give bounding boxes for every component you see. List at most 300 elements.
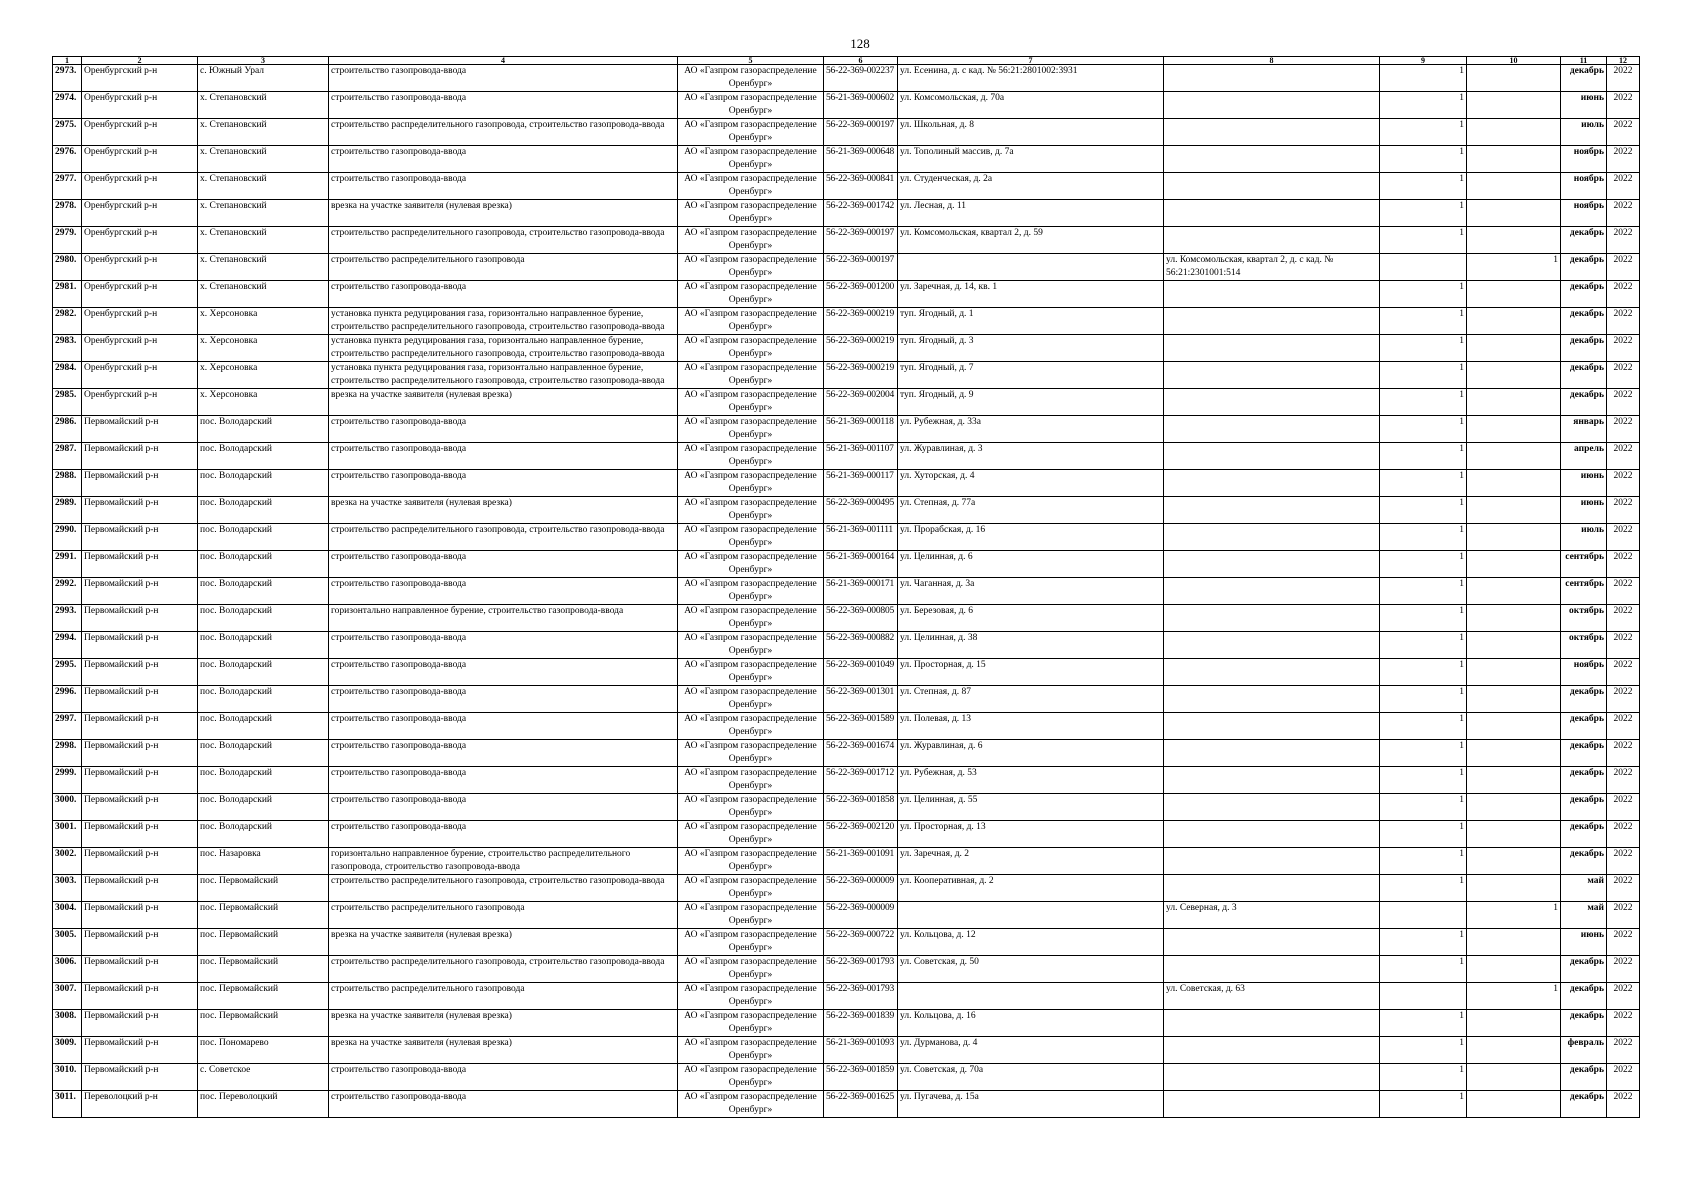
table-row (53, 335, 1640, 362)
year-cell: 2022 (1607, 173, 1640, 200)
address-cell: ул. Школьная, д. 8 (898, 119, 1164, 146)
table-row (53, 848, 1640, 875)
district-cell: Первомайский р-н (82, 713, 198, 740)
year-cell: 2022 (1607, 524, 1640, 551)
count-alt-cell (1467, 875, 1561, 902)
count-cell: 1 (1380, 389, 1467, 416)
locality-cell: х. Херсоновка (198, 362, 329, 389)
year-cell: 2022 (1607, 308, 1640, 335)
month-cell: ноябрь (1561, 659, 1607, 686)
row-number: 2999. (53, 767, 82, 794)
district-cell: Первомайский р-н (82, 578, 198, 605)
district-cell: Оренбургский р-н (82, 335, 198, 362)
column-header: 2 (82, 57, 198, 65)
district-cell: Оренбургский р-н (82, 281, 198, 308)
count-alt-cell (1467, 1064, 1561, 1091)
table-row (53, 956, 1640, 983)
organization-cell: АО «Газпром газораспределение Оренбург» (678, 578, 824, 605)
address-cell: ул. Целинная, д. 38 (898, 632, 1164, 659)
organization-cell: АО «Газпром газораспределение Оренбург» (678, 524, 824, 551)
locality-cell: пос. Володарский (198, 713, 329, 740)
count-cell: 1 (1380, 632, 1467, 659)
count-alt-cell (1467, 470, 1561, 497)
count-cell: 1 (1380, 929, 1467, 956)
count-alt-cell (1467, 173, 1561, 200)
year-cell: 2022 (1607, 605, 1640, 632)
row-number: 3000. (53, 794, 82, 821)
work-type-cell: врезка на участке заявителя (нулевая врезка) (329, 1037, 678, 1064)
address-cell: ул. Рубежная, д. 53 (898, 767, 1164, 794)
year-cell: 2022 (1607, 119, 1640, 146)
request-code-cell: 56-21-369-000648 (824, 146, 898, 173)
locality-cell: х. Степановский (198, 119, 329, 146)
count-alt-cell (1467, 956, 1561, 983)
locality-cell: пос. Володарский (198, 416, 329, 443)
month-cell: декабрь (1561, 362, 1607, 389)
address-alt-cell (1164, 1064, 1380, 1091)
row-number: 2974. (53, 92, 82, 119)
count-cell (1380, 983, 1467, 1010)
address-cell: ул. Полевая, д. 13 (898, 713, 1164, 740)
request-code-cell: 56-22-369-001049 (824, 659, 898, 686)
work-type-cell: строительство распределительного газопровода (329, 254, 678, 281)
count-alt-cell (1467, 1091, 1561, 1118)
work-type-cell: строительство газопровода-ввода (329, 794, 678, 821)
month-cell: декабрь (1561, 956, 1607, 983)
count-alt-cell (1467, 119, 1561, 146)
row-number: 3007. (53, 983, 82, 1010)
address-alt-cell (1164, 713, 1380, 740)
district-cell: Первомайский р-н (82, 821, 198, 848)
work-type-cell: строительство газопровода-ввода (329, 821, 678, 848)
year-cell: 2022 (1607, 443, 1640, 470)
organization-cell: АО «Газпром газораспределение Оренбург» (678, 767, 824, 794)
row-number: 2979. (53, 227, 82, 254)
count-cell: 1 (1380, 227, 1467, 254)
locality-cell: х. Степановский (198, 281, 329, 308)
locality-cell: пос. Володарский (198, 794, 329, 821)
year-cell: 2022 (1607, 632, 1640, 659)
page-number: 128 (850, 36, 870, 51)
address-cell: ул. Рубежная, д. 33а (898, 416, 1164, 443)
district-cell: Оренбургский р-н (82, 65, 198, 92)
organization-cell: АО «Газпром газораспределение Оренбург» (678, 416, 824, 443)
row-number: 3003. (53, 875, 82, 902)
table-row (53, 524, 1640, 551)
count-cell: 1 (1380, 848, 1467, 875)
address-alt-cell (1164, 362, 1380, 389)
count-cell: 1 (1380, 173, 1467, 200)
address-cell: ул. Советская, д. 50 (898, 956, 1164, 983)
count-alt-cell (1467, 227, 1561, 254)
table-row (53, 389, 1640, 416)
count-alt-cell (1467, 443, 1561, 470)
address-cell: ул. Просторная, д. 13 (898, 821, 1164, 848)
work-type-cell: строительство газопровода-ввода (329, 1091, 678, 1118)
work-type-cell: строительство распределительного газопровода (329, 983, 678, 1010)
address-alt-cell (1164, 956, 1380, 983)
work-type-cell: строительство газопровода-ввода (329, 416, 678, 443)
table-row (53, 92, 1640, 119)
row-number: 2976. (53, 146, 82, 173)
address-alt-cell (1164, 632, 1380, 659)
work-type-cell: строительство газопровода-ввода (329, 578, 678, 605)
year-cell: 2022 (1607, 146, 1640, 173)
count-cell: 1 (1380, 200, 1467, 227)
count-alt-cell (1467, 524, 1561, 551)
month-cell: декабрь (1561, 1091, 1607, 1118)
count-cell: 1 (1380, 416, 1467, 443)
work-type-cell: строительство распределительного газопровода, строительство газопровода-ввода (329, 956, 678, 983)
work-type-cell: установка пункта редуцирования газа, горизонтально направленное бурение, строительство распределительного газопровода, строительство газопровода-ввода (329, 308, 678, 335)
request-code-cell: 56-22-369-001793 (824, 983, 898, 1010)
organization-cell: АО «Газпром газораспределение Оренбург» (678, 119, 824, 146)
address-cell: ул. Целинная, д. 6 (898, 551, 1164, 578)
count-cell: 1 (1380, 92, 1467, 119)
request-code-cell: 56-22-369-000009 (824, 875, 898, 902)
address-cell: ул. Чаганная, д. 3а (898, 578, 1164, 605)
month-cell: декабрь (1561, 794, 1607, 821)
month-cell: сентябрь (1561, 551, 1607, 578)
table-row (53, 713, 1640, 740)
work-type-cell: строительство газопровода-ввода (329, 92, 678, 119)
table-row (53, 65, 1640, 92)
organization-cell: АО «Газпром газораспределение Оренбург» (678, 281, 824, 308)
row-number: 2992. (53, 578, 82, 605)
address-alt-cell (1164, 524, 1380, 551)
year-cell: 2022 (1607, 578, 1640, 605)
work-type-cell: строительство газопровода-ввода (329, 470, 678, 497)
district-cell: Первомайский р-н (82, 686, 198, 713)
work-type-cell: строительство распределительного газопровода, строительство газопровода-ввода (329, 524, 678, 551)
table-row (53, 173, 1640, 200)
address-cell: ул. Студенческая, д. 2а (898, 173, 1164, 200)
request-code-cell: 56-22-369-001793 (824, 956, 898, 983)
locality-cell: пос. Володарский (198, 632, 329, 659)
row-number: 2997. (53, 713, 82, 740)
month-cell: декабрь (1561, 767, 1607, 794)
table-row (53, 632, 1640, 659)
column-header: 6 (824, 57, 898, 65)
year-cell: 2022 (1607, 740, 1640, 767)
year-cell: 2022 (1607, 200, 1640, 227)
address-alt-cell (1164, 227, 1380, 254)
organization-cell: АО «Газпром газораспределение Оренбург» (678, 794, 824, 821)
count-cell: 1 (1380, 740, 1467, 767)
table-row (53, 227, 1640, 254)
request-code-cell: 56-21-369-001091 (824, 848, 898, 875)
request-code-cell: 56-21-369-000117 (824, 470, 898, 497)
request-code-cell: 56-22-369-001858 (824, 794, 898, 821)
district-cell: Первомайский р-н (82, 551, 198, 578)
year-cell: 2022 (1607, 1037, 1640, 1064)
month-cell: октябрь (1561, 605, 1607, 632)
row-number: 2983. (53, 335, 82, 362)
work-type-cell: строительство газопровода-ввода (329, 146, 678, 173)
locality-cell: х. Степановский (198, 146, 329, 173)
address-alt-cell (1164, 281, 1380, 308)
district-cell: Оренбургский р-н (82, 173, 198, 200)
month-cell: сентябрь (1561, 578, 1607, 605)
month-cell: декабрь (1561, 848, 1607, 875)
locality-cell: х. Херсоновка (198, 308, 329, 335)
work-type-cell: строительство газопровода-ввода (329, 281, 678, 308)
district-cell: Оренбургский р-н (82, 362, 198, 389)
locality-cell: пос. Назаровка (198, 848, 329, 875)
address-cell: ул. Тополиный массив, д. 7а (898, 146, 1164, 173)
request-code-cell: 56-21-369-000171 (824, 578, 898, 605)
year-cell: 2022 (1607, 821, 1640, 848)
count-alt-cell (1467, 848, 1561, 875)
district-cell: Первомайский р-н (82, 659, 198, 686)
count-alt-cell (1467, 92, 1561, 119)
request-code-cell: 56-22-369-000841 (824, 173, 898, 200)
table-row (53, 362, 1640, 389)
column-header: 7 (898, 57, 1164, 65)
count-alt-cell (1467, 929, 1561, 956)
year-cell: 2022 (1607, 92, 1640, 119)
locality-cell: пос. Володарский (198, 605, 329, 632)
column-header: 10 (1467, 57, 1561, 65)
locality-cell: пос. Первомайский (198, 956, 329, 983)
month-cell: декабрь (1561, 821, 1607, 848)
month-cell: апрель (1561, 443, 1607, 470)
work-type-cell: врезка на участке заявителя (нулевая врезка) (329, 389, 678, 416)
address-cell: ул. Целинная, д. 55 (898, 794, 1164, 821)
count-cell: 1 (1380, 1064, 1467, 1091)
request-code-cell: 56-22-369-001712 (824, 767, 898, 794)
work-type-cell: горизонтально направленное бурение, строительство газопровода-ввода (329, 605, 678, 632)
row-number: 2982. (53, 308, 82, 335)
address-cell: туп. Ягодный, д. 1 (898, 308, 1164, 335)
organization-cell: АО «Газпром газораспределение Оренбург» (678, 605, 824, 632)
table-row (53, 281, 1640, 308)
count-cell: 1 (1380, 308, 1467, 335)
year-cell: 2022 (1607, 983, 1640, 1010)
address-cell: ул. Степная, д. 87 (898, 686, 1164, 713)
month-cell: декабрь (1561, 335, 1607, 362)
table-row (53, 794, 1640, 821)
row-number: 2978. (53, 200, 82, 227)
count-alt-cell (1467, 659, 1561, 686)
month-cell: ноябрь (1561, 146, 1607, 173)
request-code-cell: 56-22-369-002120 (824, 821, 898, 848)
column-number-row (53, 57, 1640, 65)
row-number: 2996. (53, 686, 82, 713)
address-cell: ул. Комсомольская, квартал 2, д. 59 (898, 227, 1164, 254)
district-cell: Первомайский р-н (82, 983, 198, 1010)
organization-cell: АО «Газпром газораспределение Оренбург» (678, 335, 824, 362)
year-cell: 2022 (1607, 416, 1640, 443)
count-alt-cell (1467, 308, 1561, 335)
request-code-cell: 56-22-369-000197 (824, 254, 898, 281)
request-code-cell: 56-21-369-001093 (824, 1037, 898, 1064)
count-alt-cell (1467, 1010, 1561, 1037)
request-code-cell: 56-22-369-000009 (824, 902, 898, 929)
count-alt-cell: 1 (1467, 902, 1561, 929)
address-alt-cell (1164, 1091, 1380, 1118)
column-header: 8 (1164, 57, 1380, 65)
organization-cell: АО «Газпром газораспределение Оренбург» (678, 65, 824, 92)
request-code-cell: 56-22-369-001839 (824, 1010, 898, 1037)
count-alt-cell (1467, 794, 1561, 821)
locality-cell: пос. Первомайский (198, 929, 329, 956)
organization-cell: АО «Газпром газораспределение Оренбург» (678, 740, 824, 767)
month-cell: декабрь (1561, 281, 1607, 308)
work-type-cell: строительство распределительного газопровода (329, 902, 678, 929)
table-row (53, 902, 1640, 929)
organization-cell: АО «Газпром газораспределение Оренбург» (678, 632, 824, 659)
year-cell: 2022 (1607, 767, 1640, 794)
address-cell: ул. Березовая, д. 6 (898, 605, 1164, 632)
count-cell: 1 (1380, 767, 1467, 794)
locality-cell: пос. Первомайский (198, 983, 329, 1010)
work-type-cell: установка пункта редуцирования газа, горизонтально направленное бурение, строительство распределительного газопровода, строительство газопровода-ввода (329, 362, 678, 389)
organization-cell: АО «Газпром газораспределение Оренбург» (678, 308, 824, 335)
row-number: 3010. (53, 1064, 82, 1091)
organization-cell: АО «Газпром газораспределение Оренбург» (678, 470, 824, 497)
month-cell: июнь (1561, 929, 1607, 956)
address-alt-cell (1164, 875, 1380, 902)
count-cell: 1 (1380, 362, 1467, 389)
address-alt-cell (1164, 443, 1380, 470)
month-cell: ноябрь (1561, 200, 1607, 227)
work-type-cell: строительство газопровода-ввода (329, 659, 678, 686)
request-code-cell: 56-22-369-001625 (824, 1091, 898, 1118)
table-row (53, 767, 1640, 794)
count-alt-cell (1467, 605, 1561, 632)
address-alt-cell (1164, 173, 1380, 200)
table-row (53, 686, 1640, 713)
request-code-cell: 56-22-369-000219 (824, 362, 898, 389)
locality-cell: пос. Володарский (198, 740, 329, 767)
district-cell: Оренбургский р-н (82, 389, 198, 416)
table-body (53, 65, 1640, 1118)
row-number: 3005. (53, 929, 82, 956)
district-cell: Первомайский р-н (82, 794, 198, 821)
request-code-cell: 56-22-369-000197 (824, 119, 898, 146)
organization-cell: АО «Газпром газораспределение Оренбург» (678, 1064, 824, 1091)
address-alt-cell (1164, 146, 1380, 173)
count-cell: 1 (1380, 281, 1467, 308)
count-cell: 1 (1380, 524, 1467, 551)
district-cell: Оренбургский р-н (82, 92, 198, 119)
count-cell: 1 (1380, 578, 1467, 605)
address-cell: ул. Кольцова, д. 12 (898, 929, 1164, 956)
month-cell: декабрь (1561, 254, 1607, 281)
table-row (53, 470, 1640, 497)
organization-cell: АО «Газпром газораспределение Оренбург» (678, 713, 824, 740)
gasification-table (52, 56, 1640, 1118)
count-alt-cell (1467, 821, 1561, 848)
month-cell: февраль (1561, 1037, 1607, 1064)
district-cell: Первомайский р-н (82, 902, 198, 929)
count-cell: 1 (1380, 497, 1467, 524)
count-cell (1380, 902, 1467, 929)
count-alt-cell (1467, 200, 1561, 227)
address-cell: ул. Лесная, д. 11 (898, 200, 1164, 227)
month-cell: декабрь (1561, 686, 1607, 713)
count-alt-cell (1467, 551, 1561, 578)
district-cell: Первомайский р-н (82, 1010, 198, 1037)
column-header: 9 (1380, 57, 1467, 65)
month-cell: декабрь (1561, 740, 1607, 767)
table-row (53, 1010, 1640, 1037)
month-cell: ноябрь (1561, 173, 1607, 200)
district-cell: Первомайский р-н (82, 1037, 198, 1064)
request-code-cell: 56-22-369-001301 (824, 686, 898, 713)
organization-cell: АО «Газпром газораспределение Оренбург» (678, 200, 824, 227)
year-cell: 2022 (1607, 686, 1640, 713)
district-cell: Первомайский р-н (82, 524, 198, 551)
table-row (53, 497, 1640, 524)
row-number: 2995. (53, 659, 82, 686)
row-number: 2973. (53, 65, 82, 92)
month-cell: декабрь (1561, 65, 1607, 92)
district-cell: Переволоцкий р-н (82, 1091, 198, 1118)
address-cell (898, 983, 1164, 1010)
organization-cell: АО «Газпром газораспределение Оренбург» (678, 389, 824, 416)
district-cell: Первомайский р-н (82, 848, 198, 875)
organization-cell: АО «Газпром газораспределение Оренбург» (678, 1091, 824, 1118)
locality-cell: пос. Первомайский (198, 875, 329, 902)
count-cell: 1 (1380, 875, 1467, 902)
organization-cell: АО «Газпром газораспределение Оренбург» (678, 1010, 824, 1037)
address-alt-cell (1164, 65, 1380, 92)
table-row (53, 1037, 1640, 1064)
request-code-cell: 56-22-369-001200 (824, 281, 898, 308)
locality-cell: х. Степановский (198, 173, 329, 200)
row-number: 2991. (53, 551, 82, 578)
count-alt-cell (1467, 389, 1561, 416)
organization-cell: АО «Газпром газораспределение Оренбург» (678, 875, 824, 902)
address-alt-cell (1164, 470, 1380, 497)
address-alt-cell (1164, 740, 1380, 767)
address-cell: ул. Кооперативная, д. 2 (898, 875, 1164, 902)
locality-cell: пос. Володарский (198, 821, 329, 848)
row-number: 2981. (53, 281, 82, 308)
table-row (53, 119, 1640, 146)
request-code-cell: 56-22-369-000197 (824, 227, 898, 254)
address-alt-cell: ул. Комсомольская, квартал 2, д. с кад. № 56:21:2301001:514 (1164, 254, 1380, 281)
locality-cell: х. Степановский (198, 227, 329, 254)
month-cell: май (1561, 875, 1607, 902)
table-row (53, 416, 1640, 443)
count-cell: 1 (1380, 956, 1467, 983)
table-row (53, 740, 1640, 767)
address-cell: ул. Прорабская, д. 16 (898, 524, 1164, 551)
month-cell: декабрь (1561, 227, 1607, 254)
address-cell: ул. Журавлиная, д. 3 (898, 443, 1164, 470)
work-type-cell: строительство газопровода-ввода (329, 551, 678, 578)
request-code-cell: 56-22-369-000722 (824, 929, 898, 956)
year-cell: 2022 (1607, 254, 1640, 281)
year-cell: 2022 (1607, 659, 1640, 686)
address-alt-cell (1164, 308, 1380, 335)
row-number: 2977. (53, 173, 82, 200)
organization-cell: АО «Газпром газораспределение Оренбург» (678, 551, 824, 578)
row-number: 3008. (53, 1010, 82, 1037)
district-cell: Оренбургский р-н (82, 200, 198, 227)
locality-cell: пос. Володарский (198, 443, 329, 470)
work-type-cell: горизонтально направленное бурение, строительство распределительного газопровода, строительство газопровода-ввода (329, 848, 678, 875)
address-alt-cell (1164, 929, 1380, 956)
month-cell: декабрь (1561, 389, 1607, 416)
locality-cell: пос. Первомайский (198, 1010, 329, 1037)
work-type-cell: строительство газопровода-ввода (329, 1064, 678, 1091)
work-type-cell: установка пункта редуцирования газа, горизонтально направленное бурение, строительство распределительного газопровода, строительство газопровода-ввода (329, 335, 678, 362)
column-header: 4 (329, 57, 678, 65)
